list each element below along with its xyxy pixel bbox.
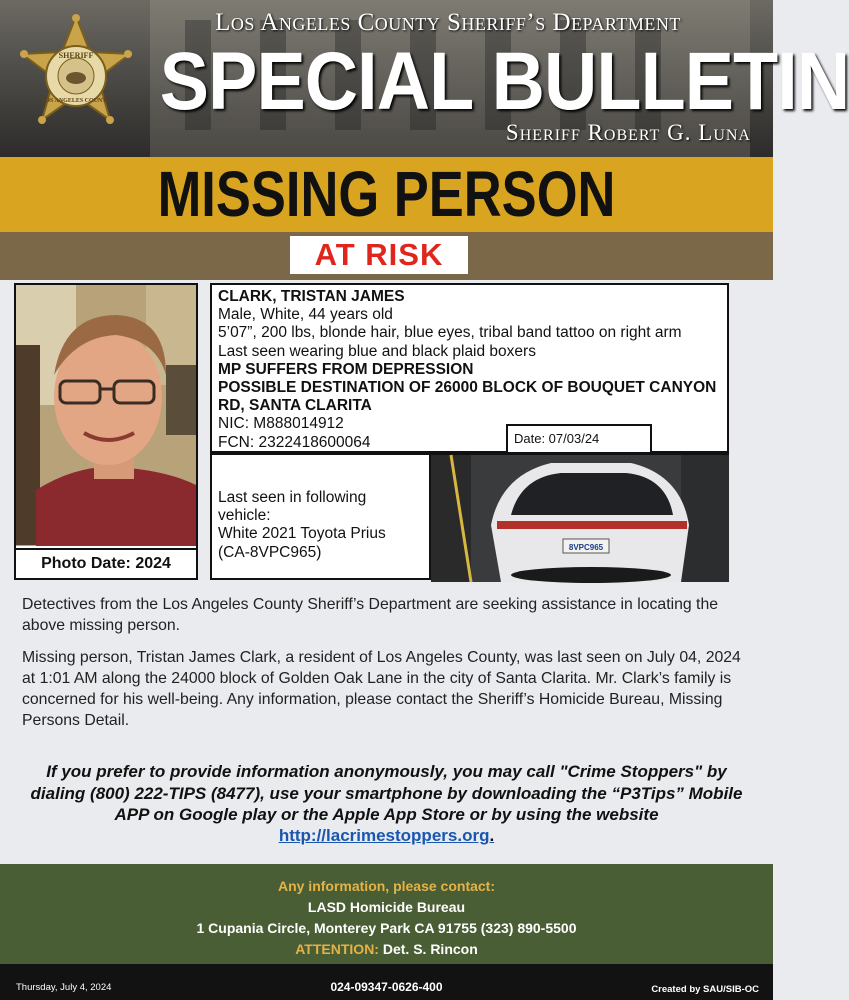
license-plate-text: 8VPC965 — [568, 543, 604, 552]
anonymous-tip-text: If you prefer to provide information anonymously, you may call "Crime Stoppers" by dialing (800) 222-TIPS (8477), use your smartphone by downloading the “P3Tips” Mobile APP on Google play or the Apple App Store or by using the website — [30, 762, 743, 824]
link-suffix: . — [489, 826, 495, 845]
attention-name: Det. S. Rincon — [382, 941, 478, 957]
subject-photo — [16, 285, 196, 546]
subject-note-destination: POSSIBLE DESTINATION OF 26000 BLOCK OF BOUQUET CANYON RD, SANTA CLARITA — [218, 379, 717, 415]
subject-description: 5’07”, 200 lbs, blonde hair, blue eyes, tribal band tattoo on right arm — [218, 324, 682, 342]
subject-nic: NIC: M888014912 — [218, 415, 344, 433]
badge-text-bottom: LOS ANGELES COUNTY — [41, 98, 111, 104]
vehicle-label: Last seen in following vehicle: — [218, 489, 367, 525]
footer-created-by: Created by SAU/SIB-OC — [651, 984, 759, 995]
vehicle-description: White 2021 Toyota Prius — [218, 525, 386, 543]
crime-stoppers-link[interactable]: http://lacrimestoppers.org — [278, 826, 490, 845]
contact-attention — [0, 941, 773, 957]
subject-note-depression: MP SUFFERS FROM DEPRESSION — [218, 360, 474, 378]
bulletin-title: SPECIAL BULLETIN — [159, 36, 849, 127]
badge-text-top: SHERIFF — [58, 51, 94, 60]
paragraph-last-seen: Missing person, Tristan James Clark, a resident of Los Angeles County, was last seen on July 04, 2024 at 1:01 AM along the 24000 block of Golden Oak Lane in the city of Santa Clarita. Mr. Clark’s family is concerned for his well-being. Any information, please contact the Sheriff’s Homicide Bureau, Missing Persons Detail. — [22, 649, 741, 729]
subject-portrait-icon — [16, 285, 196, 546]
footer-case-number: 024-09347-0626-400 — [330, 980, 443, 994]
sheriff-name: Sheriff Robert G. Luna — [505, 120, 751, 145]
missing-person-title: MISSING PERSON — [157, 158, 616, 230]
contact-bureau: LASD Homicide Bureau — [307, 899, 466, 915]
attention-label: ATTENTION: — [295, 941, 379, 957]
sheriff-star-badge-icon — [18, 14, 134, 130]
contact-address: 1 Cupania Circle, Monterey Park CA 91755 (323) 890-5500 — [196, 920, 577, 936]
footer-date: Thursday, July 4, 2024 — [16, 982, 112, 993]
subject-fcn: FCN: 2322418600064 — [218, 433, 371, 451]
vehicle-info-text — [218, 489, 423, 562]
at-risk-label: AT RISK — [290, 236, 468, 274]
crime-stoppers-link-row — [0, 826, 773, 846]
subject-demographics: Male, White, 44 years old — [218, 306, 393, 324]
subject-clothing: Last seen wearing blue and black plaid boxers — [218, 342, 536, 360]
vehicle-photo — [431, 453, 729, 580]
vehicle-plate: (CA-8VPC965) — [218, 543, 322, 561]
agency-name: Los Angeles County Sheriff’s Department — [215, 9, 681, 36]
photo-date-label: Photo Date: 2024 — [14, 548, 198, 580]
contact-heading: Any information, please contact: — [277, 878, 496, 894]
subject-name: CLARK, TRISTAN JAMES — [218, 288, 405, 305]
paragraph-detectives: Detectives from the Los Angeles County Sheriff’s Department are seeking assistance in locating the above missing person. — [22, 596, 719, 634]
vehicle-date-tag: Date: 07/03/24 — [506, 424, 652, 454]
car-rear-icon — [431, 455, 729, 582]
